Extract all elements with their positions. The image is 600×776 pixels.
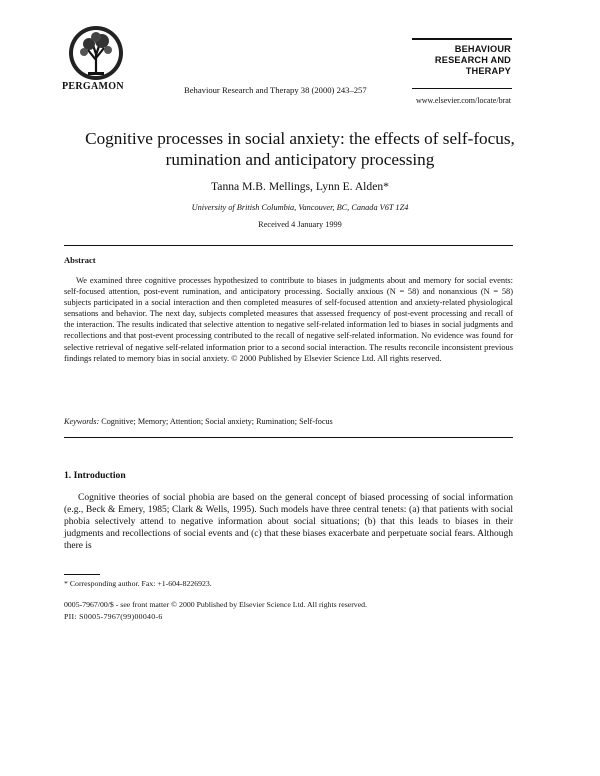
corresponding-author-footnote: * Corresponding author. Fax: +1-604-8226923.	[64, 579, 212, 588]
journal-name-line-2: RESEARCH AND	[434, 55, 511, 65]
article-title: Cognitive processes in social anxiety: the effects of self-focus, rumination and anticipatory processing	[85, 129, 515, 169]
keywords	[64, 417, 513, 426]
journal-name-line-3: THERAPY	[465, 66, 511, 76]
abstract-text: We examined three cognitive processes hypothesized to contribute to biases in judgments about and memory for social events: self-focused attention, post-event rumination, and anticipatory processing. Socially anxious (N = 58) and nonanxious (N = 58) subjects participated in a social interaction and then completed measures of self-focused attention and anxiety-related physiological sensations and behavior. The next day, subjects completed measures that assessed frequency of post-event processing and recall of the interaction. The results indicated that selective attention to negative self-related information led to biases in social judgments and recollections and that post-event processing contributed to the recall of negative self-related information. No evidence was found for selective retrieval of negative self-related information prior to a second social interaction. The results reconcile inconsistent previous findings related to memory bias in social anxiety. © 2000 Published by Elsevier Science Ltd. All rights reserved.	[64, 276, 513, 363]
journal-reference: Behaviour Research and Therapy 38 (2000) 243–257	[184, 85, 367, 95]
author-affiliation: University of British Columbia, Vancouver, BC, Canada V6T 1Z4	[191, 203, 409, 212]
journal-name-line-1: BEHAVIOUR	[454, 44, 511, 54]
footnote-rule	[64, 574, 100, 575]
journal-name	[435, 44, 511, 77]
keywords-label: Keywords:	[64, 417, 100, 426]
publisher-logo-icon	[64, 22, 128, 84]
journal-url[interactable]: www.elsevier.com/locate/brat	[416, 96, 511, 105]
header-rule-top	[412, 38, 512, 40]
article-authors: Tanna M.B. Mellings, Lynn E. Alden*	[211, 180, 389, 193]
copyright-line: 0005-7967/00/$ - see front matter © 2000 Published by Elsevier Science Ltd. All rights reserved.	[64, 600, 368, 609]
received-date: Received 4 January 1999	[258, 220, 342, 229]
section-heading-introduction: 1. Introduction	[64, 470, 126, 481]
publisher-name: PERGAMON	[62, 81, 124, 92]
abstract-rule-bottom	[64, 437, 513, 438]
introduction-text: Cognitive theories of social phobia are based on the general concept of biased processing of social information (e.g., Beck & Emery, 1985; Clark & Wells, 1995). Such models have three central tenets: (a) that patients with social phobia selectively attend to negative information about social situations; (b) that this leads to biases in their judgments and recollections of social events and (c) that these biases exacerbate and perpetuate social fears. Although there is	[64, 493, 513, 552]
pii-line: PII: S0005-7967(99)00040-6	[64, 612, 163, 621]
header-rule-bottom	[412, 88, 512, 89]
abstract-rule-top	[64, 245, 513, 246]
abstract-heading: Abstract	[64, 255, 96, 265]
keywords-list: Cognitive; Memory; Attention; Social anxiety; Rumination; Self-focus	[101, 417, 333, 426]
